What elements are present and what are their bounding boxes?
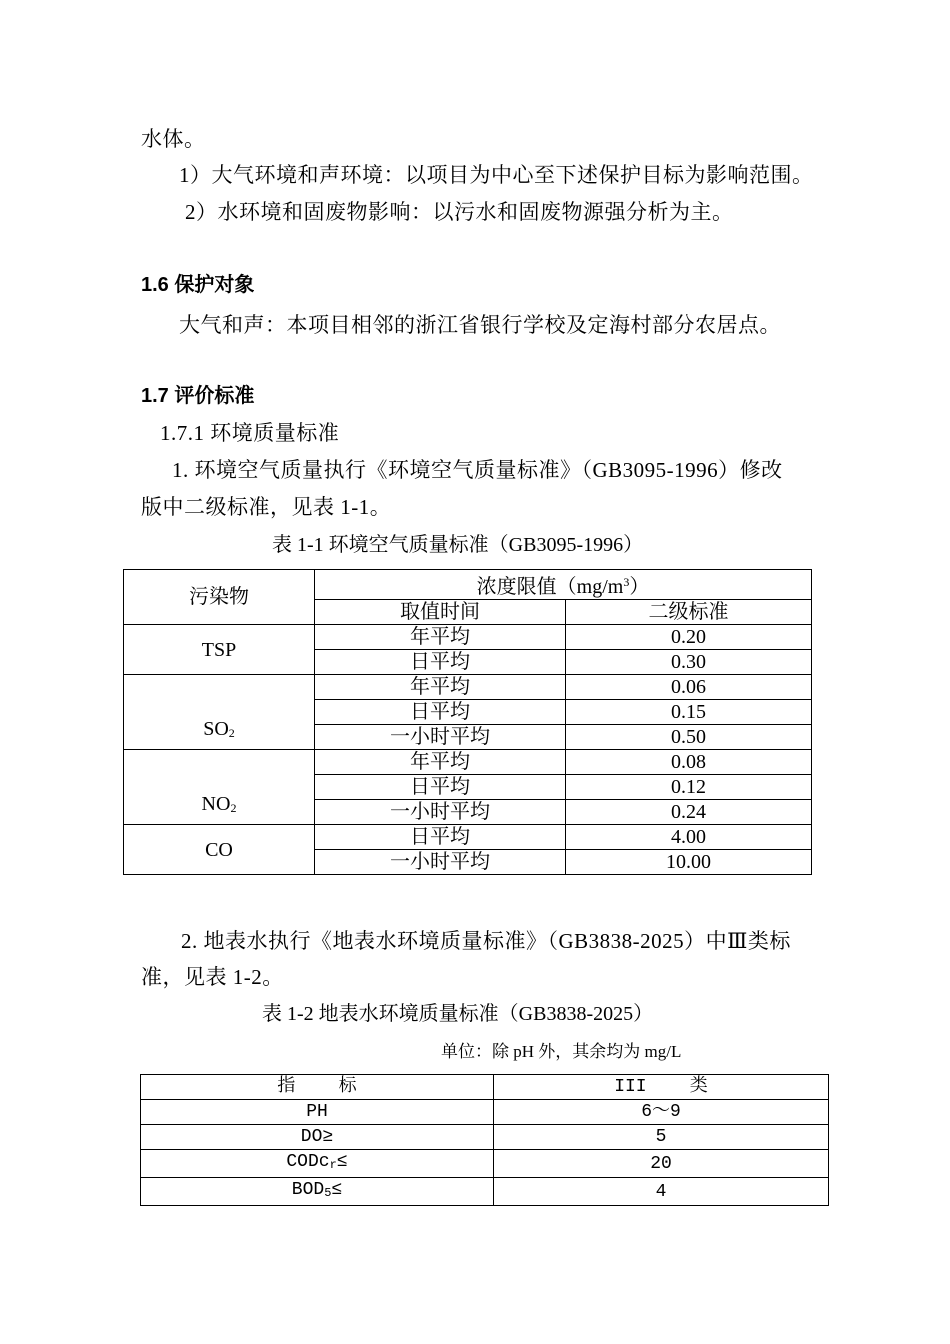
indicator-cell: BOD5≤	[141, 1178, 494, 1206]
pollutant-cell: SO2	[124, 675, 315, 750]
pollutant-cell: CO	[124, 825, 315, 875]
table-row	[141, 1125, 829, 1150]
paragraph-surface-water-line2: 准，见表 1-2。	[141, 965, 284, 989]
table-row	[124, 625, 812, 650]
indicator-cell: DO≥	[141, 1125, 494, 1150]
table-row	[141, 1100, 829, 1125]
pollutant-cell: NO2	[124, 750, 315, 825]
limit-value-cell: 0.50	[566, 725, 812, 750]
header-class-three: III 类	[494, 1075, 829, 1100]
class-three-value-cell: 6～9	[494, 1100, 829, 1125]
paragraph-surface-water-line1: 2. 地表水执行《地表水环境质量标准》（GB3838-2025）中Ⅲ类标	[181, 929, 791, 953]
limit-value-cell: 0.15	[566, 700, 812, 725]
table-row	[141, 1150, 829, 1178]
limit-value-cell: 10.00	[566, 850, 812, 875]
header-grade-two-standard: 二级标准	[566, 600, 812, 625]
header-indicator: 指 标	[141, 1075, 494, 1100]
paragraph-air-noise-scope: 1）大气环境和声环境：以项目为中心至下述保护目标为影响范围。	[179, 163, 814, 187]
sampling-time-cell: 一小时平均	[315, 800, 566, 825]
limit-value-cell: 4.00	[566, 825, 812, 850]
sampling-time-cell: 年平均	[315, 625, 566, 650]
indicator-cell: PH	[141, 1100, 494, 1125]
limit-value-cell: 0.30	[566, 650, 812, 675]
header-concentration-limit: 浓度限值$(mg/m^3)$	[315, 570, 812, 600]
limit-value-cell: 0.24	[566, 800, 812, 825]
limit-value-cell: 0.12	[566, 775, 812, 800]
surface-water-table-body	[141, 1100, 829, 1206]
subsection-heading-quality-standards: 1.7.1 环境质量标准	[160, 421, 340, 445]
pollutant-cell: TSP	[124, 625, 315, 675]
table-row	[124, 675, 812, 700]
air-quality-table	[123, 569, 812, 875]
indicator-cell: CODcr≤	[141, 1150, 494, 1178]
table1-caption: 表 1-1 环境空气质量标准（GB3095-1996）	[272, 534, 644, 556]
class-three-value-cell: 20	[494, 1150, 829, 1178]
header-pollutant: 污染物	[124, 570, 315, 625]
table-row	[124, 825, 812, 850]
paragraph-air-standard-line2: 版中二级标准，见表 1-1。	[141, 495, 392, 519]
sampling-time-cell: 日平均	[315, 825, 566, 850]
header-sampling-time: 取值时间	[315, 600, 566, 625]
limit-value-cell: 0.08	[566, 750, 812, 775]
class-three-value-cell: 4	[494, 1178, 829, 1206]
limit-value-cell: 0.06	[566, 675, 812, 700]
class-three-value-cell: 5	[494, 1125, 829, 1150]
sampling-time-cell: 年平均	[315, 675, 566, 700]
air-quality-table-body	[124, 625, 812, 875]
limit-value-cell: 0.20	[566, 625, 812, 650]
paragraph-water-body: 水体。	[141, 127, 206, 151]
section-heading-evaluation-standards: 1.7 评价标准	[141, 385, 255, 407]
paragraph-water-waste-scope: 2）水环境和固废物影响：以污水和固废物源强分析为主。	[185, 200, 734, 224]
sampling-time-cell: 一小时平均	[315, 725, 566, 750]
table2-unit-note: 单位：除 pH 外，其余均为 mg/L	[441, 1042, 682, 1061]
sampling-time-cell: 日平均	[315, 650, 566, 675]
sampling-time-cell: 日平均	[315, 775, 566, 800]
paragraph-air-standard-line1: 1. 环境空气质量执行《环境空气质量标准》（GB3095-1996）修改	[172, 458, 783, 482]
table-row	[124, 750, 812, 775]
sampling-time-cell: 一小时平均	[315, 850, 566, 875]
table-row	[141, 1178, 829, 1206]
table2-caption: 表 1-2 地表水环境质量标准（GB3838-2025）	[262, 1003, 654, 1025]
sampling-time-cell: 年平均	[315, 750, 566, 775]
section-heading-protection-targets: 1.6 保护对象	[141, 274, 255, 296]
surface-water-table	[140, 1074, 829, 1206]
sampling-time-cell: 日平均	[315, 700, 566, 725]
paragraph-protection-targets: 大气和声：本项目相邻的浙江省银行学校及定海村部分农居点。	[179, 313, 781, 337]
